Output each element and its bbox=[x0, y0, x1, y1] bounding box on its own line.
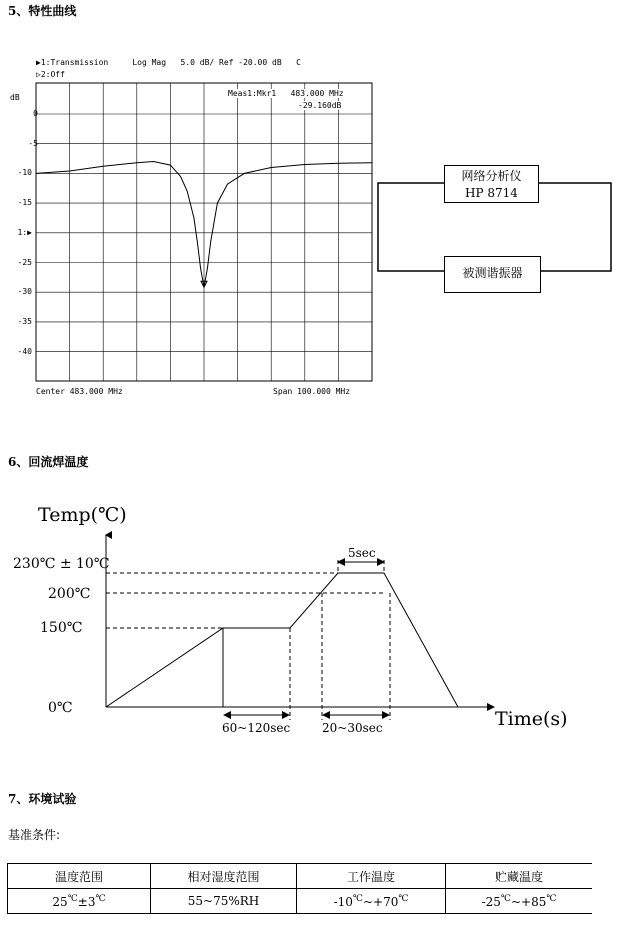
marker-readout-line2: -29.160dB bbox=[298, 101, 342, 110]
setup-left-line bbox=[378, 183, 444, 271]
dut-resonator-box: 被测谐振器 bbox=[444, 256, 541, 293]
header-temp-range: 温度范围 bbox=[8, 864, 151, 889]
st-unit-1: ℃ bbox=[500, 893, 511, 904]
header-storage-temp: 贮藏温度 bbox=[446, 864, 593, 889]
network-analyzer-model: HP 8714 bbox=[465, 186, 518, 200]
environment-table bbox=[7, 863, 592, 914]
section-5-number: 5、 bbox=[8, 4, 29, 18]
base-conditions-label: 基准条件: bbox=[8, 828, 61, 842]
plot-footer-span: Span 100.000 MHz bbox=[273, 387, 351, 396]
temp-tolerance: ±3 bbox=[77, 894, 96, 909]
analyzer-header-line1: ▶1:Transmission Log Mag 5.0 dB/ Ref -20.00 dB C bbox=[36, 58, 301, 67]
setup-diagram-lines bbox=[0, 0, 621, 420]
cell-storage-temp bbox=[446, 889, 593, 914]
op-high: ~+70 bbox=[362, 894, 399, 909]
cell-temp-range bbox=[8, 889, 151, 914]
y-tick-label: -10 bbox=[17, 168, 32, 178]
y-tick-label: 0 bbox=[33, 109, 38, 118]
reflow-guides bbox=[106, 560, 390, 720]
op-low: -10 bbox=[333, 894, 353, 909]
network-analyzer-box bbox=[444, 165, 539, 203]
reflow-y-title: Temp(℃) bbox=[38, 504, 127, 526]
plot-footer-center: Center 483.000 MHz bbox=[36, 387, 123, 396]
y-tick-label: 1:▶ bbox=[17, 227, 32, 237]
st-low: -25 bbox=[481, 894, 501, 909]
label-200: 200℃ bbox=[48, 586, 91, 602]
table-header-row bbox=[8, 864, 593, 889]
section-6-title bbox=[8, 453, 88, 470]
op-unit-2: ℃ bbox=[398, 893, 409, 904]
section-6-text: 回流焊温度 bbox=[28, 455, 89, 469]
label-preheat-duration: 60~120sec bbox=[222, 721, 291, 735]
setup-right-line bbox=[539, 183, 611, 271]
temp-unit-2: ℃ bbox=[95, 893, 106, 904]
st-unit-2: ℃ bbox=[546, 893, 557, 904]
section-7-title bbox=[8, 790, 76, 807]
section-7-number: 7、 bbox=[8, 792, 29, 806]
y-tick-label: -35 bbox=[17, 316, 32, 326]
marker-readout-line1: Meas1:Mkr1 483.000 MHz bbox=[228, 89, 344, 98]
analyzer-header-line2: ▷2:Off bbox=[36, 70, 65, 79]
header-humidity-range: 相对湿度范围 bbox=[151, 864, 297, 889]
cell-humidity: 55~75%RH bbox=[151, 889, 297, 914]
temp-value: 25 bbox=[52, 894, 68, 909]
y-tick-label: -40 bbox=[17, 346, 32, 356]
y-tick-label: -30 bbox=[17, 287, 32, 297]
network-analyzer-name: 网络分析仪 bbox=[461, 169, 522, 183]
reflow-profile-chart bbox=[0, 490, 621, 750]
reflow-x-title: Time(s) bbox=[495, 708, 568, 730]
header-operating-temp: 工作温度 bbox=[297, 864, 446, 889]
y-unit-label: dB bbox=[10, 93, 20, 102]
label-0: 0℃ bbox=[48, 700, 73, 716]
section-6-number: 6、 bbox=[8, 455, 29, 469]
y-tick-label: -15 bbox=[17, 198, 32, 208]
section-5-text: 特性曲线 bbox=[28, 4, 77, 18]
label-reflow-duration: 20~30sec bbox=[322, 721, 383, 735]
section-7-text: 环境试验 bbox=[28, 792, 77, 806]
st-high: ~+85 bbox=[510, 894, 547, 909]
table-row bbox=[8, 889, 593, 914]
y-tick-label: -25 bbox=[17, 257, 32, 267]
label-150: 150℃ bbox=[40, 620, 83, 636]
y-tick-label: -5 bbox=[28, 138, 38, 148]
label-peak-duration: 5sec bbox=[348, 546, 376, 560]
temp-unit: ℃ bbox=[67, 893, 78, 904]
op-unit-1: ℃ bbox=[352, 893, 363, 904]
label-230: 230℃ ± 10℃ bbox=[13, 556, 110, 572]
cell-operating-temp bbox=[297, 889, 446, 914]
